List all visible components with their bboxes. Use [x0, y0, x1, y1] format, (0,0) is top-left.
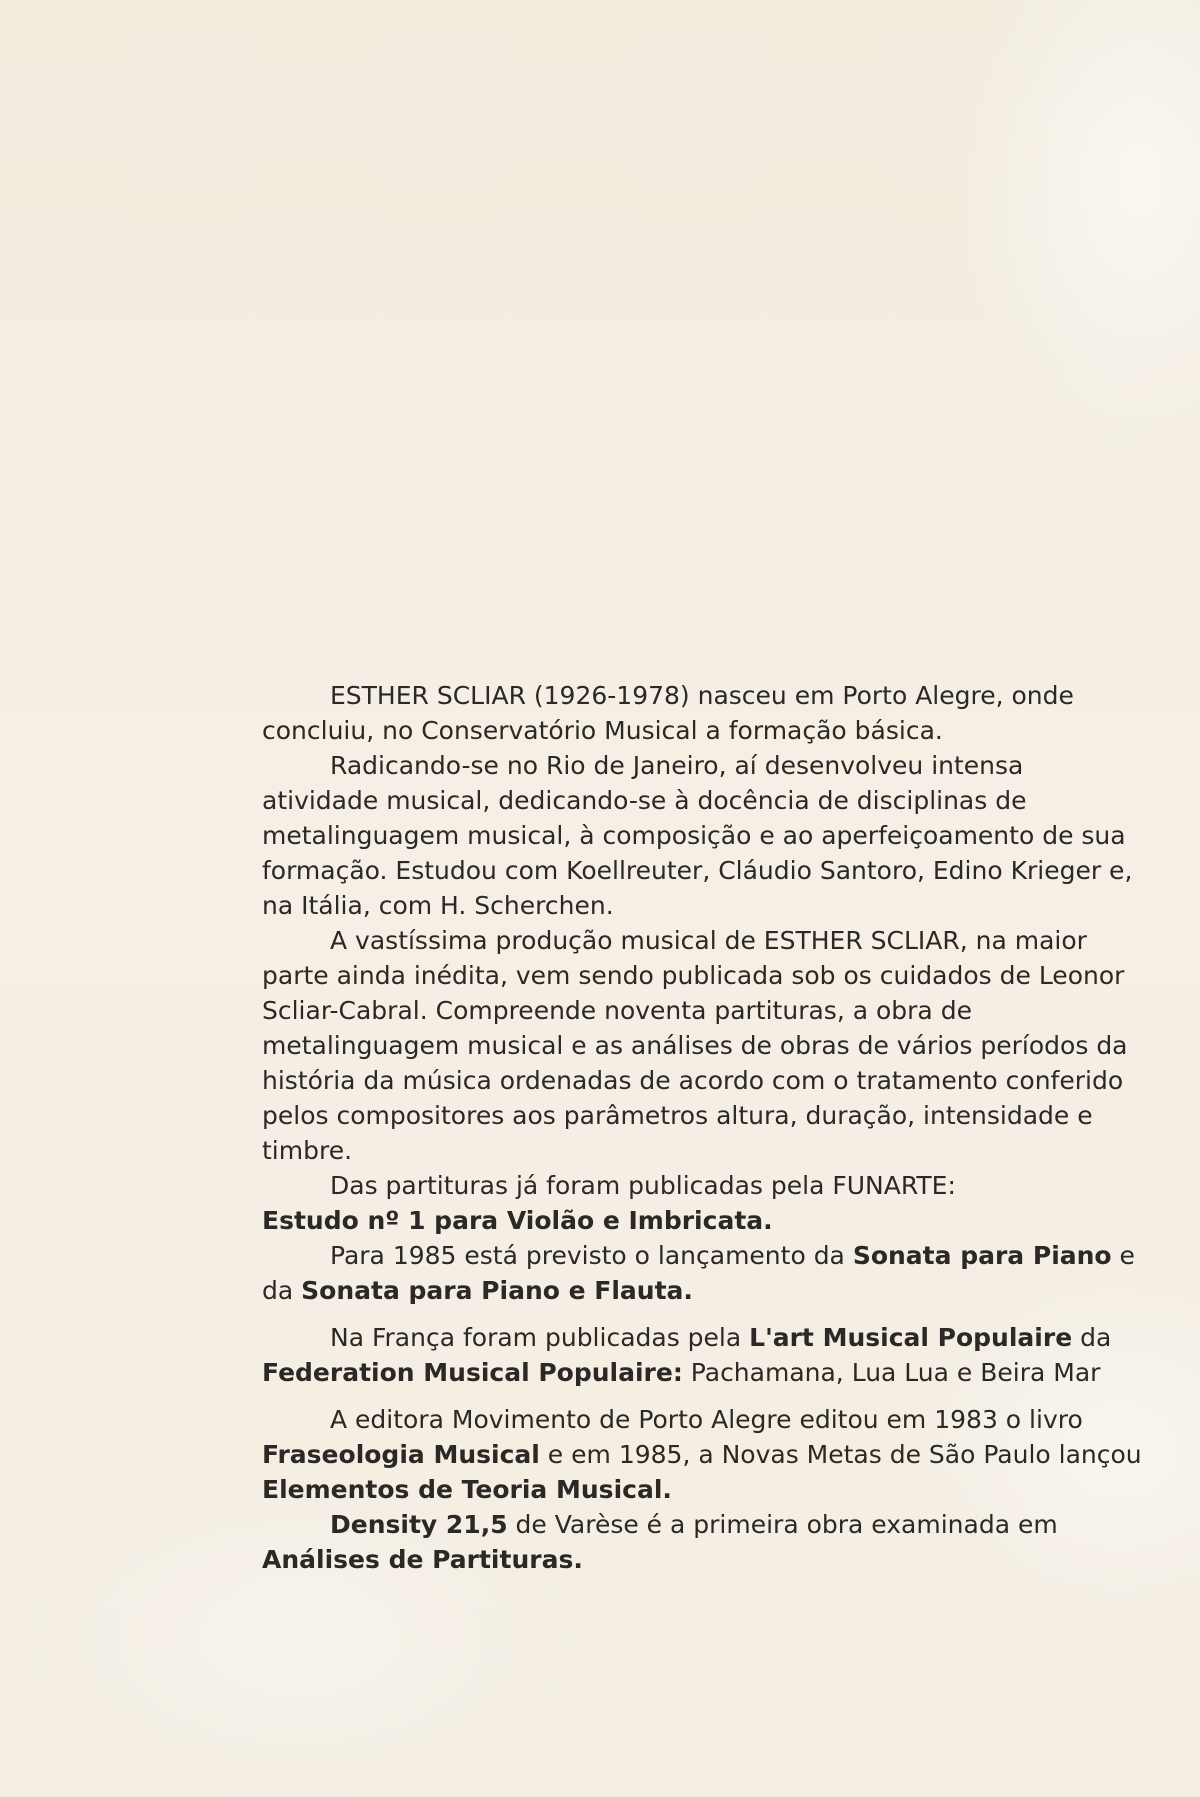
funarte-works: Estudo nº 1 para Violão e Imbricata.	[262, 1206, 773, 1235]
art-musical-populaire: L'art Musical Populaire	[749, 1323, 1073, 1352]
franca-works: Pachamana, Lua Lua e Beira Mar	[682, 1358, 1101, 1387]
density-title: Density 21,5	[330, 1510, 508, 1539]
federation-musical-populaire: Federation Musical Populaire:	[262, 1358, 683, 1387]
analises-partituras: Análises de Partituras.	[262, 1545, 583, 1574]
movimento-mid: e em 1985, a Novas Metas de São Paulo lançou	[539, 1440, 1142, 1469]
paragraph-funarte	[262, 1168, 1142, 1238]
plan-intro: Para 1985 está previsto o lançamento da	[330, 1241, 853, 1270]
funarte-intro: Das partituras já foram publicadas pela FUNARTE:	[330, 1171, 956, 1200]
elementos-teoria-musical: Elementos de Teoria Musical.	[262, 1475, 672, 1504]
paragraph-density	[262, 1507, 1142, 1577]
paragraph-production: A vastíssima produção musical de ESTHER SCLIAR, na maior parte ainda inédita, vem sendo publicada sob os cuidados de Leonor Scliar-Cabral. Compreende noventa partituras, a obra de metalinguagem musical e as análises de obras de vários períodos da história da música ordenadas de acordo com o tratamento conferido pelos compositores aos parâmetros altura, duração, intensidade e timbre.	[262, 926, 1128, 1165]
movimento-intro: A editora Movimento de Porto Alegre editou em 1983 o livro	[330, 1405, 1083, 1434]
franca-mid: da	[1072, 1323, 1112, 1352]
sonata-piano-flauta: Sonata para Piano e Flauta.	[301, 1276, 693, 1305]
sonata-piano: Sonata para Piano	[852, 1241, 1112, 1270]
plan-mid: e da	[262, 1241, 1135, 1305]
franca-intro: Na França foram publicadas pela	[330, 1323, 750, 1352]
paragraph-movimento	[262, 1402, 1142, 1507]
paragraph-1985	[262, 1238, 1142, 1308]
paragraph-birth: ESTHER SCLIAR (1926-1978) nasceu em Porto Alegre, onde concluiu, no Conservatório Musical a formação básica.	[262, 681, 1074, 745]
paragraph-franca	[262, 1320, 1142, 1390]
paragraph-career: Radicando-se no Rio de Janeiro, aí desenvolveu intensa atividade musical, dedicando-se à docência de disciplinas de metalinguagem musical, à composição e ao aperfeiçoamento de sua formação. Estudou com Koellreuter, Cláudio Santoro, Edino Krieger e, na Itália, com H. Scherchen.	[262, 751, 1133, 920]
biography-text	[262, 678, 1142, 1577]
fraseologia-musical: Fraseologia Musical	[262, 1440, 540, 1469]
density-mid: de Varèse é a primeira obra examinada em	[507, 1510, 1058, 1539]
